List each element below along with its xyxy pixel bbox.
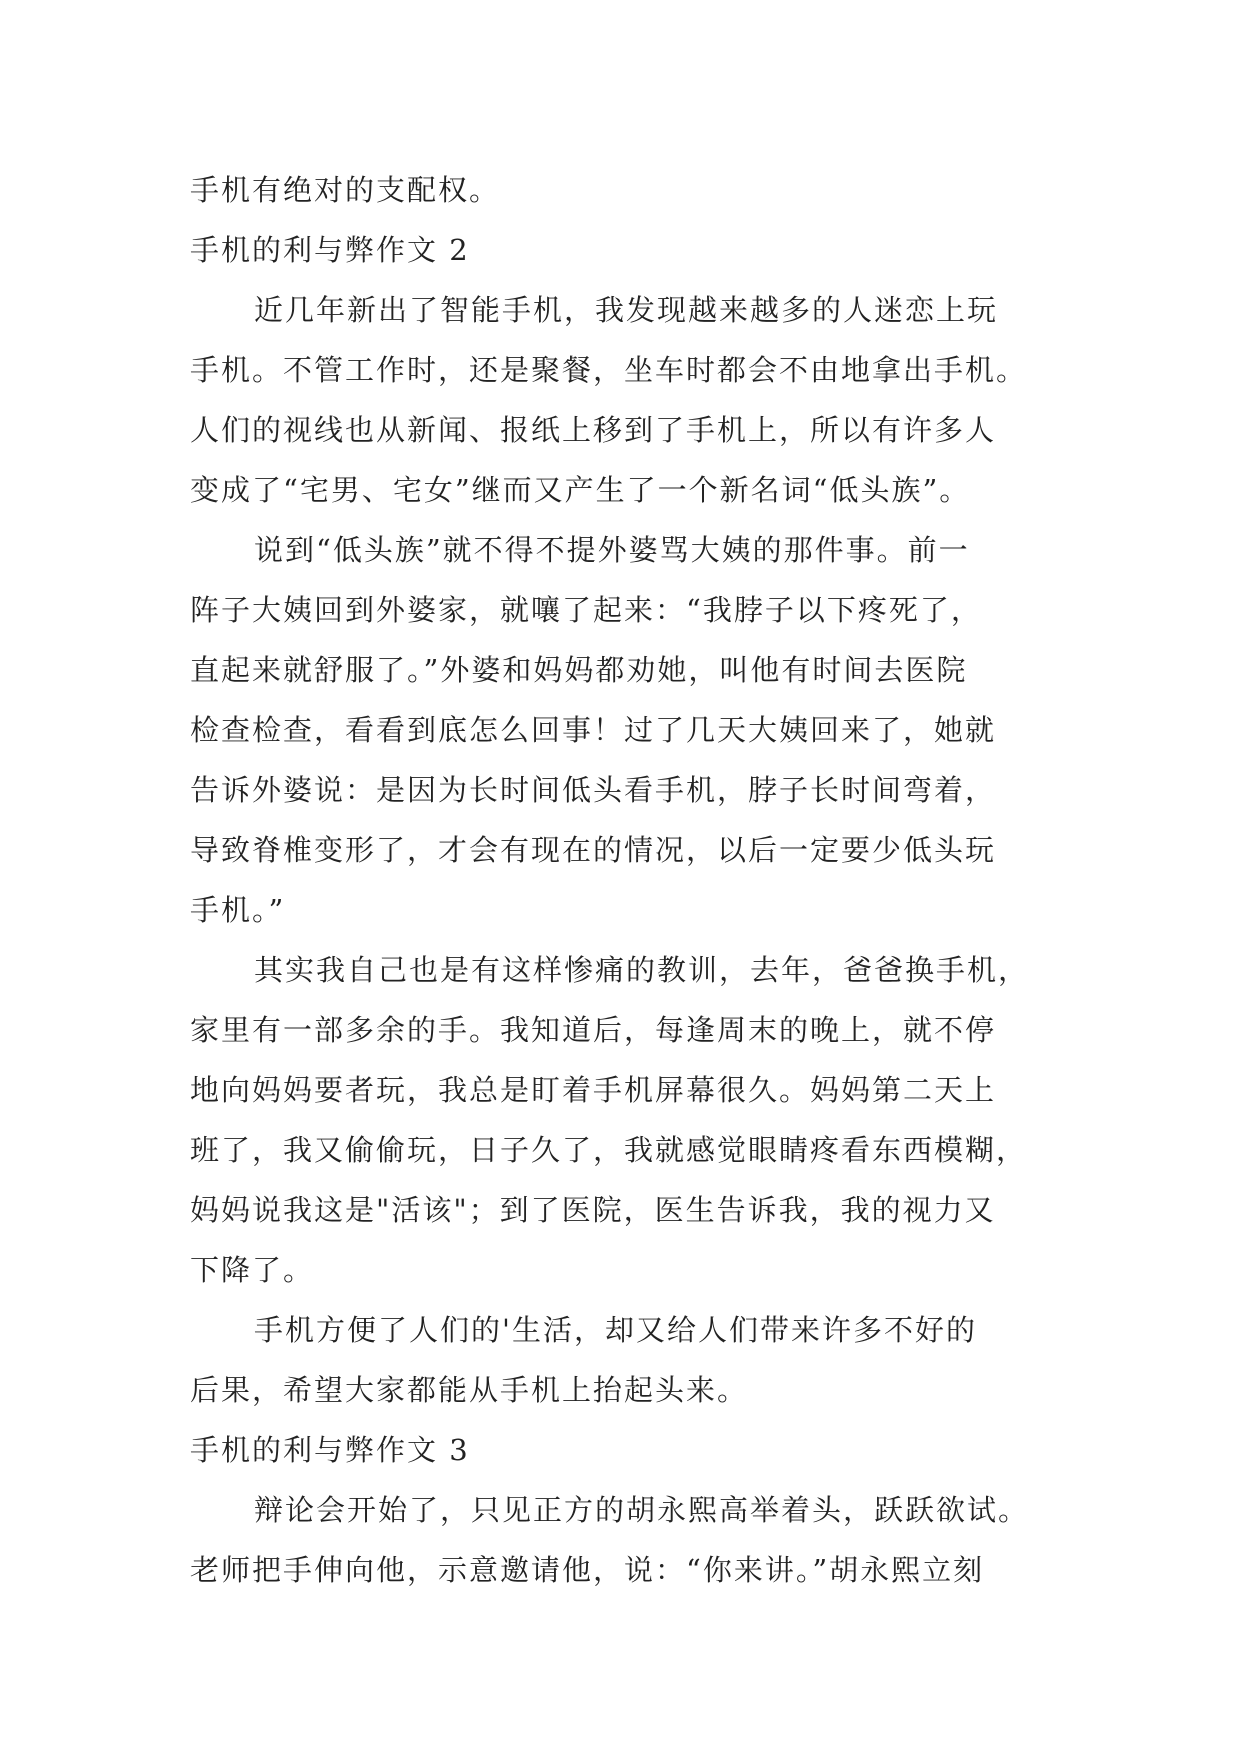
text-line: 导致脊椎变形了，才会有现在的情况，以后一定要少低头玩 xyxy=(190,833,997,867)
text-line: 辩论会开始了，只见正方的胡永熙高举着头，跃跃欲试。 xyxy=(254,1493,1030,1527)
text-line: 近几年新出了智能手机，我发现越来越多的人迷恋上玩 xyxy=(254,293,999,327)
text-line: 班了，我又偷偷玩，日子久了，我就感觉眼睛疼看东西模糊， xyxy=(190,1133,1028,1167)
text-line: 告诉外婆说：是因为长时间低头看手机，脖子长时间弯着， xyxy=(190,773,997,807)
text-line: 阵子大姨回到外婆家，就嚷了起来：“我脖子以下疼死了， xyxy=(190,593,982,627)
text-line: 手机有绝对的支配权。 xyxy=(190,173,501,207)
text-line: 检查检查，看看到底怎么回事！过了几天大姨回来了，她就 xyxy=(190,713,997,747)
text-line: 下降了。 xyxy=(190,1253,315,1287)
text-line: 后果，希望大家都能从手机上抬起头来。 xyxy=(190,1373,749,1407)
text-line: 妈妈说我这是"活该"；到了医院，医生告诉我，我的视力又 xyxy=(190,1193,996,1227)
text-line: 手机的利与弊作文 2 xyxy=(190,233,470,267)
text-line: 手机方便了人们的'生活，却又给人们带来许多不好的 xyxy=(254,1313,977,1347)
text-line: 变成了“宅男、宅女”继而又产生了一个新名词“低头族”。 xyxy=(190,473,971,507)
document-body xyxy=(190,160,1070,1600)
text-line: 其实我自己也是有这样惨痛的教训，去年，爸爸换手机， xyxy=(254,953,1030,987)
text-line: 说到“低头族”就不得不提外婆骂大姨的那件事。前一 xyxy=(254,533,970,567)
text-line: 人们的视线也从新闻、报纸上移到了手机上，所以有许多人 xyxy=(190,413,997,447)
text-line: 手机。” xyxy=(190,893,286,927)
text-line: 家里有一部多余的手。我知道后，每逢周末的晚上，就不停 xyxy=(190,1013,997,1047)
text-line: 老师把手伸向他，示意邀请他，说：“你来讲。”胡永熙立刻 xyxy=(190,1553,985,1587)
text-line: 手机。不管工作时，还是聚餐，坐车时都会不由地拿出手机。 xyxy=(190,353,1028,387)
text-line: 手机的利与弊作文 3 xyxy=(190,1433,470,1467)
text-line: 直起来就舒服了。”外婆和妈妈都劝她，叫他有时间去医院 xyxy=(190,653,968,687)
text-line: 地向妈妈要者玩，我总是盯着手机屏幕很久。妈妈第二天上 xyxy=(190,1073,997,1107)
